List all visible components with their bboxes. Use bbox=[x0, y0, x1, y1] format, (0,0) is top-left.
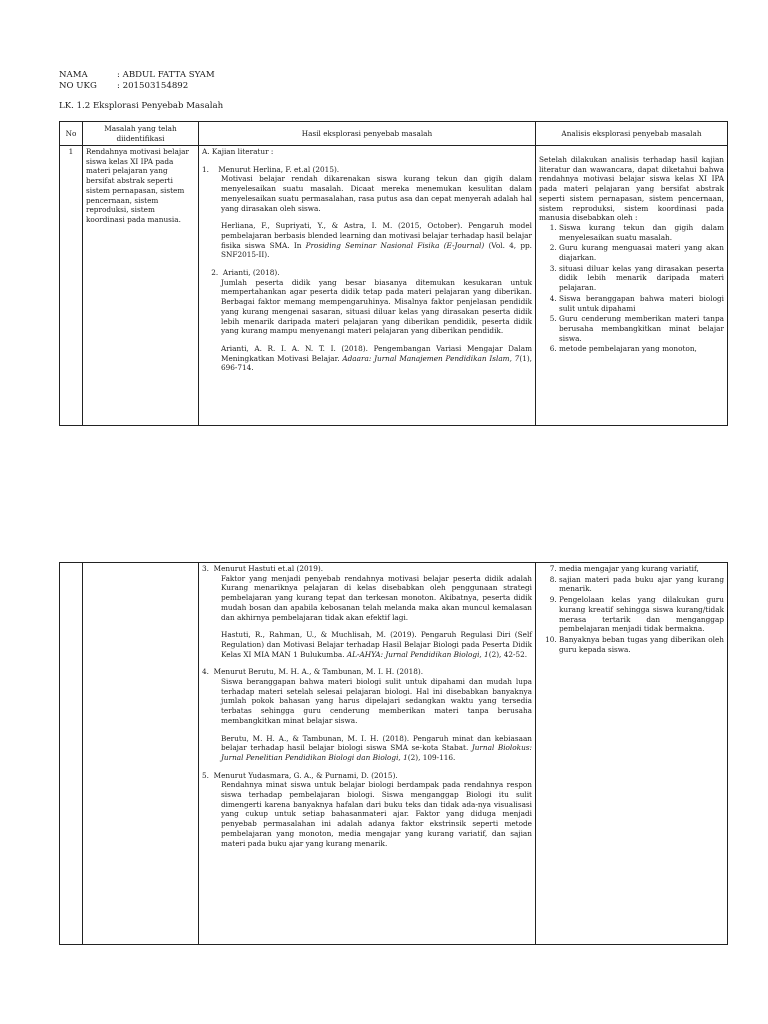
analisis-item: 3. situasi diluar kelas yang dirasakan peserta didik lebih menarik daripada materi pelajaran. bbox=[559, 264, 724, 293]
analisis-item: 8. sajian materi pada buku ajar yang kurang menarik. bbox=[559, 575, 724, 594]
lit-item bbox=[202, 268, 532, 373]
masalah-cell-empty bbox=[83, 563, 199, 945]
lit-body: Siswa beranggapan bahwa materi biologi sulit untuk dipahami dan mudah lupa terhadap materi setelah selesai pelajaran biologi. Hal ini disebabkan banyaknya jumlah pokok bahasan yang harus dipelajari sedangkan waktu yang tersedia terbatas sehingga guru cenderung memberikan materi tanpa berusaha membangkitkan minat belajar siswa. bbox=[221, 677, 532, 725]
lit-body: Faktor yang menjadi penyebab rendahnya motivasi belajar peserta didik adalah Kurang menariknya pelajaran di kelas disebabkan oleh penggunaan strategi pembelajaran yang kurang tepat dan terkesan monoton. Akibatnya, peserta didik mudah bosan dan apabila kebosanan telah melanda maka akan muncul kemalasan dan akhirnya pembelajaran tidak akan efektif lagi. bbox=[221, 573, 532, 622]
lit-body: Rendahnya minat siswa untuk belajar biologi berdampak pada rendahnya respon siswa terhadap pembelajaran biologi. Siswa menganggap Biologi itu sulit dimengerti karena banyaknya hafalan dari buku teks dan tidak ada-nya visualisasi yang cukup untuk setiap bahasanmateri ajar. Faktor yang diduga menjadi penyebab permasalahan ini adalah adanya faktor ekstrinsik seperti metode pembelajaran yang monoton, media mengajar yang kurang variatif, dan sajian materi pada buku ajar yang kurang menarik. bbox=[221, 780, 532, 848]
row-number-empty bbox=[60, 563, 83, 945]
analisis-item: 5. Guru cenderung memberikan materi tanpa berusaha membangkitkan minat belajar siswa. bbox=[559, 314, 724, 343]
analisis-cell bbox=[536, 146, 728, 426]
analisis-intro: Setelah dilakukan analisis terhadap hasil kajian literatur dan wawancara, dapat diketahui bahwa rendahnya motivasi belajar siswa kelas XI IPA pada materi pelajaran yang bersifat abstrak seperti sistem pernapasan, sistem pencernaan, sistem reproduksi, sistem koordinasi pada manusia disebabkan oleh : bbox=[539, 155, 724, 223]
row-number: 1 bbox=[60, 146, 83, 426]
lit-item bbox=[202, 667, 532, 762]
lk-title: LK. 1.2 Eksplorasi Penyebab Masalah bbox=[59, 101, 224, 111]
analisis-item: 4. Siswa beranggapan bahwa materi biologi sulit untuk dipahami bbox=[559, 294, 724, 313]
lit-reference: Herliana, F., Supriyati, Y., & Astra, I. M. (2015, October). Pengaruh model pembelajaran berbasis blended learning dan motivasi belajar terhadap hasil belajar fisika siswa SMA. In Prosiding Seminar Nasional Fisika (E-Journal) (Vol. 4, pp. SNF2015-II). bbox=[221, 221, 533, 260]
nama-label: NAMA bbox=[59, 70, 88, 80]
table-row bbox=[60, 146, 728, 426]
lit-title: Arianti, (2018). bbox=[222, 268, 280, 278]
lit-item bbox=[202, 165, 532, 260]
lit-number: 2. bbox=[211, 268, 219, 278]
lit-number: 4. bbox=[202, 667, 209, 677]
header-hasil: Hasil eksplorasi penyebab masalah bbox=[199, 122, 536, 146]
analisis-item: 2. Guru kurang menguasai materi yang akan diajarkan. bbox=[559, 243, 724, 262]
lit-reference: Hastuti, R., Rahman, U., & Muchlisah, M. (2019). Pengaruh Regulasi Diri (Self Regulation) dan Motivasi Belajar terhadap Hasil Belajar Biologi pada Peserta Didik Kelas XI MIA MAN 1 Bulukumba. AL-AHYA: Jurnal Pendidikan Biologi, 1(2), 42-52. bbox=[221, 630, 532, 659]
lit-title: Menurut Yudasmara, G. A., & Purnami, D. (2015). bbox=[213, 770, 398, 780]
lit-item bbox=[202, 564, 532, 659]
kajian-label: A. Kajian literatur : bbox=[202, 147, 274, 156]
hasil-cell bbox=[199, 563, 536, 945]
lit-title: Menurut Hastuti et.al (2019). bbox=[213, 564, 324, 573]
lit-body: Jumlah peserta didik yang besar biasanya ditemukan kesukaran untuk mempertahankan agar peserta didik tetap pada materi pelajaran yang diberikan. Berbagai faktor memang mempengaruhinya. Misalnya faktor penjelasan pendidik yang kurang mengenai sasaran, situasi diluar kelas yang dirasakan peserta didik lebih menarik daripada materi pelajaran yang diberikan pendidik, peserta didik yang kurang mampu menyenangi materi pelajaran yang diberikan pendidik. bbox=[221, 277, 532, 336]
analisis-list bbox=[539, 223, 724, 354]
lit-number: 1. bbox=[202, 164, 209, 174]
analisis-item: 6. metode pembelajaran yang monoton, bbox=[559, 344, 724, 354]
analisis-cell bbox=[536, 563, 728, 945]
lit-body: Motivasi belajar rendah dikarenakan siswa kurang tekun dan gigih dalam menyelesaikan suatu masalah. Dicaat mereka menemukan kesulitan dalam menyelesaikan suatu permasalahan, rasa putus asa dan cepat menyerah adalah hal yang dirasakan oleh siswa. bbox=[221, 174, 532, 213]
lit-item bbox=[202, 771, 532, 849]
nama-value: : ABDUL FATTA SYAM bbox=[117, 70, 215, 80]
header-no: No bbox=[60, 122, 83, 146]
table-page-2 bbox=[59, 562, 728, 945]
lit-number: 5. bbox=[202, 770, 209, 780]
header-masalah: Masalah yang telah diidentifikasi bbox=[83, 122, 199, 146]
lit-title: Menurut Berutu, M. H. A., & Tambunan, M. I. H. (2018). bbox=[213, 667, 424, 677]
masalah-cell: Rendahnya motivasi belajar siswa kelas XI IPA pada materi pelajaran yang bersifat abstrak seperti sistem pernapasan, sistem pencernaan, sistem reproduksi, sistem koordinasi pada manusia. bbox=[83, 146, 199, 426]
lit-number: 3. bbox=[202, 564, 209, 573]
lit-title: Menurut Herlina, F. et.al (2015). bbox=[218, 164, 340, 174]
ukg-label: NO UKG bbox=[59, 81, 97, 91]
table-row bbox=[60, 563, 728, 945]
ukg-value: : 201503154892 bbox=[117, 81, 189, 91]
table-header-row bbox=[60, 122, 728, 146]
header-analisis: Analisis eksplorasi penyebab masalah bbox=[536, 122, 728, 146]
analisis-item: 1. Siswa kurang tekun dan gigih dalam menyelesaikan suatu masalah. bbox=[559, 223, 724, 242]
analisis-list bbox=[539, 564, 724, 654]
lit-reference: Berutu, M. H. A., & Tambunan, M. I. H. (2018). Pengaruh minat dan kebiasaan belajar terhadap hasil belajar biologi siswa SMA se-kota Stabat. Jurnal Biolokus: Jurnal Penelitian Pendidikan Biologi dan Biologi, 1(2), 109-116. bbox=[221, 733, 532, 762]
table-page-1 bbox=[59, 121, 728, 426]
analisis-item: 10. Banyaknya beban tugas yang diberikan oleh guru kepada siswa. bbox=[559, 635, 724, 654]
analisis-item: 9. Pengelolaan kelas yang dilakukan guru kurang kreatif sehingga siswa kurang/tidak merasa tertarik dan menganggap pembelajaran menjadi tidak bermakna. bbox=[559, 595, 724, 634]
lit-reference: Arianti, A. R. I. A. N. T. I. (2018). Pengembangan Variasi Mengajar Dalam Meningkatkan Motivasi Belajar. Adaara: Jurnal Manajemen Pendidikan Islam, 7(1), 696-714. bbox=[221, 343, 532, 373]
hasil-cell bbox=[199, 146, 536, 426]
analisis-item: 7. media mengajar yang kurang variatif, bbox=[559, 564, 724, 574]
identity-block bbox=[59, 70, 215, 92]
